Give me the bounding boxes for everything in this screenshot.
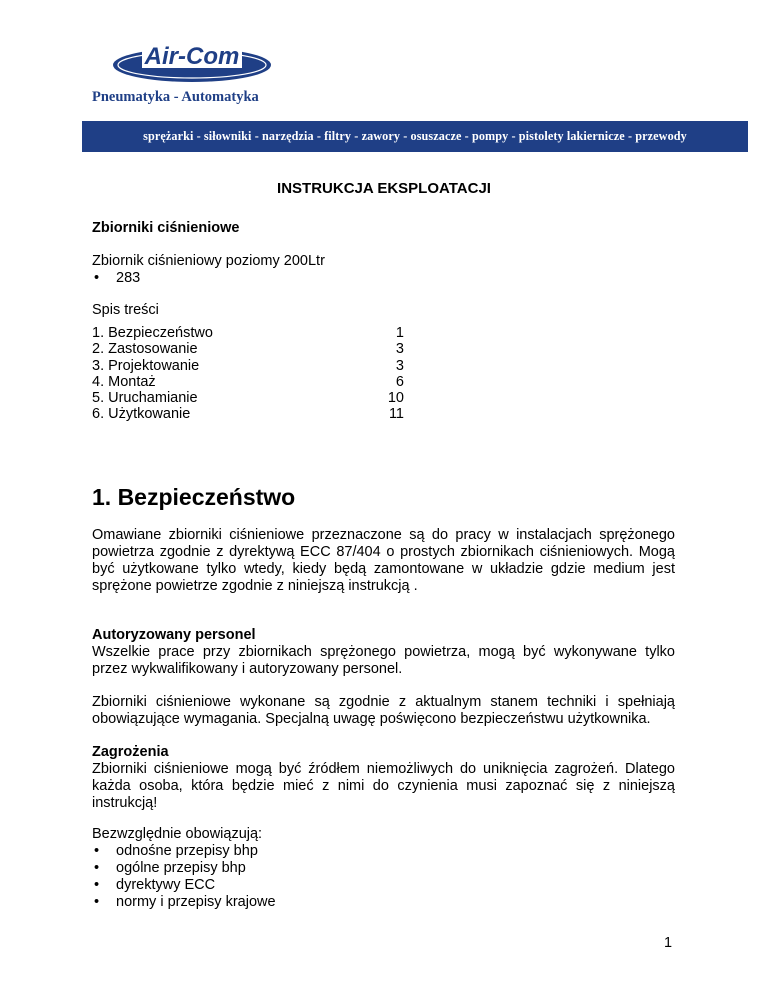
toc-label: 2. Zastosowanie	[92, 341, 198, 358]
list-item-text: ogólne przepisy bhp	[116, 860, 246, 876]
page-number: 1	[664, 935, 673, 951]
hazards-paragraph	[92, 761, 675, 812]
product-code: 283	[116, 270, 141, 286]
list-item-text: normy i przepisy krajowe	[116, 894, 276, 910]
company-tagline: Pneumatyka - Automatyka	[92, 89, 259, 105]
product-code-item	[92, 270, 140, 287]
toc-label: 4. Montaż	[92, 373, 156, 390]
toc-page: 1	[395, 325, 404, 341]
toc-page: 3	[395, 357, 404, 374]
table-of-contents	[92, 325, 404, 423]
toc-label: 6. Użytkowanie	[92, 406, 191, 423]
intro-paragraph	[92, 527, 675, 595]
bullet-icon: •	[94, 843, 100, 859]
list-item	[92, 877, 276, 894]
section-heading: 1. Bezpieczeństwo	[92, 484, 296, 510]
toc-row[interactable]	[92, 406, 404, 422]
bullet-icon: •	[94, 270, 100, 286]
paragraph-line: przez wykwalifikowany i autoryzowany personel.	[92, 661, 403, 677]
document-title: INSTRUKCJA EKSPLOATACJI	[277, 180, 491, 197]
toc-page: 10	[387, 390, 404, 407]
toc-label: 5. Uruchamianie	[92, 390, 198, 407]
air-com-logo	[112, 38, 272, 88]
hazards-heading: Zagrożenia	[92, 744, 169, 760]
rules-heading: Bezwzględnie obowiązują:	[92, 826, 263, 842]
paragraph-line: Omawiane zbiorniki ciśnieniowe przeznaczone są do pracy w instalacjach sprężonego	[92, 527, 675, 543]
paragraph-line: powietrza zgodnie z dyrektywą ECC 87/404 o prostych zbiornikach ciśnieniowych. Mogą	[92, 544, 675, 560]
list-item	[92, 894, 276, 911]
toc-row[interactable]	[92, 390, 404, 406]
toc-label: 1. Bezpieczeństwo	[92, 325, 213, 341]
standards-paragraph	[92, 694, 675, 728]
paragraph-line: Zbiorniki ciśnieniowe wykonane są zgodnie z aktualnym stanem techniki i spełniają	[92, 694, 675, 710]
toc-row[interactable]	[92, 325, 404, 341]
list-item-text: odnośne przepisy bhp	[116, 843, 258, 859]
bullet-icon: •	[94, 894, 100, 910]
paragraph-line: być użytkowane tylko wtedy, kiedy będą zamontowane w układzie gdzie medium jest	[92, 561, 675, 577]
authorized-paragraph	[92, 644, 675, 678]
list-item	[92, 843, 276, 860]
toc-label: 3. Projektowanie	[92, 357, 200, 374]
paragraph-line: Wszelkie prace przy zbiornikach sprężonego powietrza, mogą być wykonywane tylko	[92, 644, 675, 660]
toc-heading: Spis treści	[92, 302, 159, 318]
product-banner: sprężarki - siłowniki - narzędzia - filtry - zawory - osuszacze - pompy - pistolety lakiernicze - przewody	[82, 121, 748, 152]
authorized-heading: Autoryzowany personel	[92, 627, 256, 643]
toc-row[interactable]	[92, 341, 404, 357]
toc-row[interactable]	[92, 358, 404, 374]
paragraph-line: instrukcją!	[92, 795, 158, 811]
rules-list	[92, 843, 276, 911]
bullet-icon: •	[94, 860, 100, 876]
list-item	[92, 860, 276, 877]
paragraph-line: każda osoba, która będzie mieć z nimi do czynienia musi zapoznać się z niniejszą	[92, 778, 675, 794]
paragraph-line: obowiązujące wymagania. Specjalną uwagę poświęcono bezpieczeństwu użytkownika.	[92, 711, 651, 727]
list-item-text: dyrektywy ECC	[116, 877, 216, 893]
toc-page: 6	[395, 373, 404, 390]
toc-page: 3	[395, 341, 404, 358]
bullet-icon: •	[94, 877, 100, 893]
logo-text: Air-Com	[144, 43, 240, 70]
category-heading: Zbiorniki ciśnieniowe	[92, 220, 240, 236]
product-name: Zbiornik ciśnieniowy poziomy 200Ltr	[92, 253, 325, 269]
paragraph-line: sprężone powietrze zgodnie z niniejszą instrukcją .	[92, 578, 418, 594]
toc-row[interactable]	[92, 374, 404, 390]
toc-page: 11	[388, 406, 404, 423]
paragraph-line: Zbiorniki ciśnieniowe mogą być źródłem niemożliwych do uniknięcia zagrożeń. Dlatego	[92, 761, 675, 777]
